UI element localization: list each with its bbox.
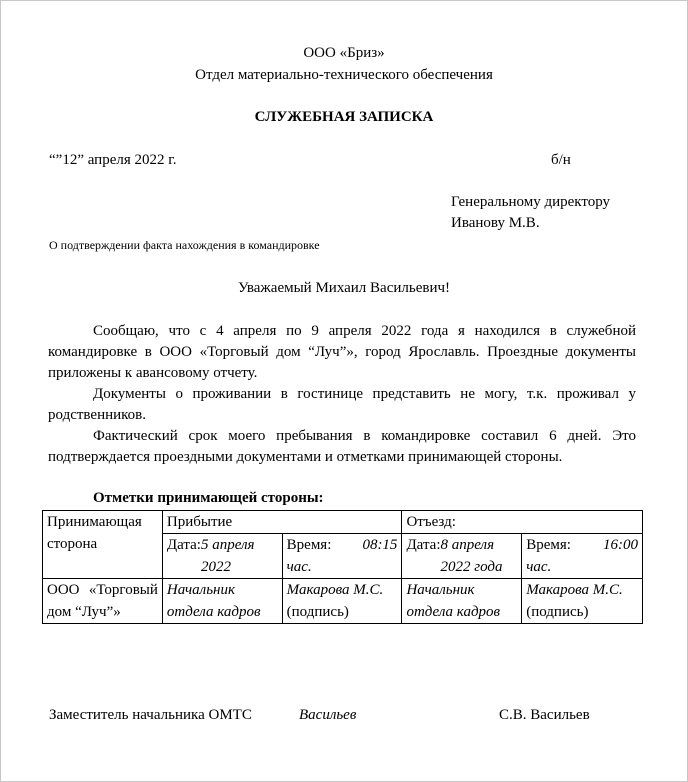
departure-signature-note: (подпись)	[526, 604, 589, 620]
company-name: ООО «Бриз»	[303, 45, 385, 61]
arrival-official-position: Начальник отдела кадров	[162, 579, 282, 624]
departure-date-value: 8 апреля 2022 года	[440, 537, 503, 575]
table-row	[43, 579, 643, 624]
arrival-time-cell	[282, 534, 402, 579]
greeting: Уважаемый Михаил Васильевич!	[237, 280, 451, 296]
arrival-date-cell	[162, 534, 282, 579]
department-name: Отдел материально-технического обеспечения	[195, 67, 493, 83]
document-date: “”12” апреля 2022 г.	[49, 152, 177, 168]
departure-official-name: Макарова М.С.	[526, 582, 623, 598]
signer-name: С.В. Васильев	[499, 707, 590, 723]
arrival-official-name: Макарова М.С.	[286, 582, 384, 598]
arrival-signature-note: (подпись)	[286, 604, 349, 620]
addressee-name: Иванову М.В.	[451, 215, 540, 231]
departure-official-cell	[522, 579, 643, 624]
departure-official-position: Начальник отдела кадров	[402, 579, 522, 624]
departure-date-cell	[402, 534, 522, 579]
document-subject: О подтверждении факта нахождения в командировке	[49, 238, 320, 252]
receiving-party-header: Принимающая сторона	[43, 511, 163, 579]
departure-header: Отъезд:	[402, 511, 643, 534]
arrival-official-cell	[282, 579, 402, 624]
receiving-organization: ООО «Торговый дом “Луч”»	[43, 579, 163, 624]
body-paragraph: Сообщаю, что с 4 апреля по 9 апреля 2022 года я находился в служебной командировке в ООО «Торговый дом “Луч”», город Ярославль. Проездные документы приложены к авансовому отчету.	[48, 323, 636, 381]
table-row	[43, 511, 643, 534]
arrival-time-value: 08:15	[362, 537, 398, 553]
body-paragraph: Документы о проживании в гостинице представить не могу, т.к. проживал у родственников.	[48, 386, 636, 423]
arrival-header: Прибытие	[162, 511, 402, 534]
marks-heading: Отметки принимающей стороны:	[93, 490, 324, 506]
document-title: СЛУЖЕБНАЯ ЗАПИСКА	[254, 109, 434, 125]
document-number: б/н	[551, 152, 571, 168]
departure-time-label: Время:	[526, 537, 571, 553]
arrival-date-label: Дата:	[166, 537, 201, 553]
handwritten-signature: Васильев	[299, 707, 357, 723]
arrival-time-label: Время:	[286, 537, 332, 553]
arrival-date-value: 5 апреля 2022	[200, 537, 255, 575]
departure-date-label: Дата:	[406, 537, 441, 553]
departure-time-value: 16:00	[603, 537, 638, 553]
departure-time-unit: час.	[526, 559, 552, 575]
departure-time-cell	[522, 534, 643, 579]
body-paragraph: Фактический срок моего пребывания в командировке составил 6 дней. Это подтверждается проездными документами и отметками принимающей стороны.	[48, 428, 636, 465]
receiving-party-marks-table	[42, 510, 643, 624]
addressee-position: Генеральному директору	[451, 194, 611, 210]
arrival-time-unit: час.	[286, 559, 312, 575]
signer-position: Заместитель начальника ОМТС	[49, 707, 252, 723]
